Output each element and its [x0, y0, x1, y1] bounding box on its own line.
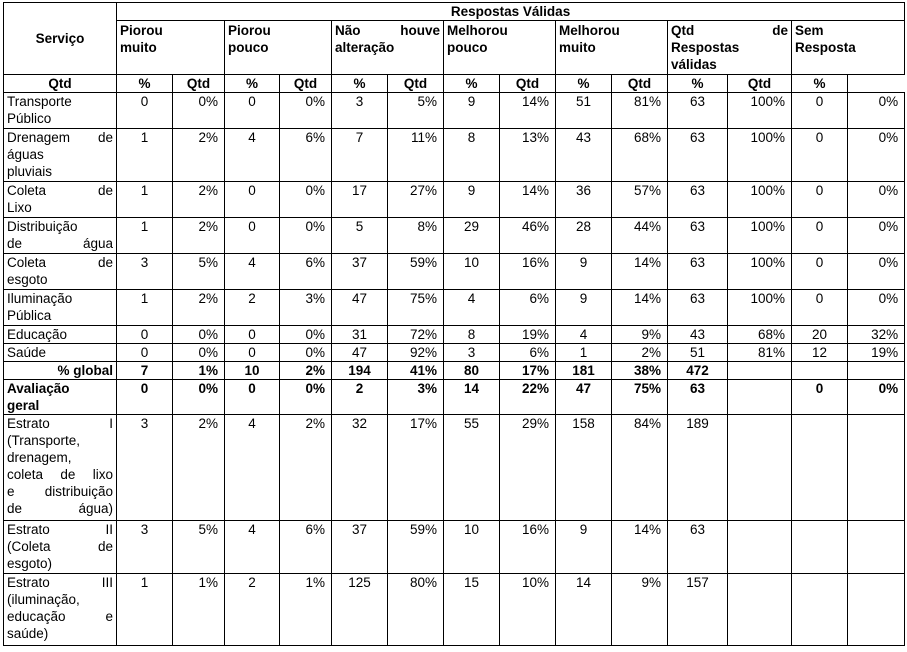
table-cell: 100%	[728, 93, 792, 129]
service-name	[4, 218, 117, 254]
table-cell: 17%	[500, 362, 556, 380]
service-header: Serviço	[4, 3, 117, 75]
table-cell: 38%	[612, 362, 668, 380]
service-name	[4, 182, 117, 218]
table-cell: 2%	[173, 290, 225, 326]
cell-line: Iluminação	[7, 291, 73, 306]
table-cell: 0%	[848, 254, 905, 290]
cell-line: drenagem,	[7, 450, 72, 465]
table-cell: 1	[117, 182, 173, 218]
overall-row	[4, 380, 905, 415]
cell-line: Piorou	[228, 23, 271, 38]
table-cell: 8	[444, 129, 500, 182]
table-cell: 2%	[173, 218, 225, 254]
table-cell: 0%	[280, 182, 332, 218]
table-cell: 10%	[500, 574, 556, 646]
cell-line: esgoto)	[7, 556, 53, 571]
table-cell: 75%	[388, 290, 444, 326]
table-row	[4, 182, 905, 218]
qtd-header: Qtd	[388, 75, 444, 93]
pct-header: %	[225, 75, 280, 93]
qtd-header: Qtd	[728, 75, 792, 93]
cell-line: pluviais	[7, 164, 53, 179]
table-cell: 32	[332, 415, 388, 521]
table-cell: 0	[792, 218, 848, 254]
service-name	[4, 93, 117, 129]
category-header	[225, 21, 332, 75]
table-cell: 4	[225, 129, 280, 182]
table-cell: 0	[225, 93, 280, 129]
cell-line: (Coleta de	[7, 539, 113, 554]
table-cell	[728, 380, 792, 415]
table-cell: 6%	[280, 521, 332, 574]
table-cell: 0	[117, 326, 173, 344]
table-cell: 5%	[173, 521, 225, 574]
table-cell: 6%	[280, 129, 332, 182]
cell-line: Sem	[795, 23, 824, 38]
pct-header: %	[444, 75, 500, 93]
table-cell: 0	[792, 93, 848, 129]
service-name	[4, 254, 117, 290]
table-row	[4, 326, 905, 344]
survey-results-table	[3, 2, 905, 646]
table-cell: 0	[792, 380, 848, 415]
table-cell: 0%	[173, 344, 225, 362]
table-cell	[728, 574, 792, 646]
table-cell: 51	[556, 93, 612, 129]
cell-line: geral	[7, 398, 40, 413]
table-cell: 6%	[500, 290, 556, 326]
stratum-row	[4, 521, 905, 574]
cell-line: de água)	[7, 501, 113, 516]
table-cell: 1	[117, 290, 173, 326]
stratum-label	[4, 415, 117, 521]
table-cell: 3	[332, 93, 388, 129]
table-cell: 0	[117, 380, 173, 415]
table-cell: 5%	[173, 254, 225, 290]
cell-line: Qtd de	[671, 23, 788, 38]
table-cell: 19%	[848, 344, 905, 362]
table-cell: 2	[225, 290, 280, 326]
table-cell: 181	[556, 362, 612, 380]
table-cell: 2	[225, 574, 280, 646]
table-row	[4, 218, 905, 254]
qtd-header: Qtd	[612, 75, 668, 93]
table-cell: 14	[444, 380, 500, 415]
table-cell: 0%	[848, 380, 905, 415]
table-cell	[728, 362, 792, 380]
table-cell: 27%	[388, 182, 444, 218]
pct-header: %	[668, 75, 728, 93]
table-cell: 0%	[848, 218, 905, 254]
table-cell: 16%	[500, 254, 556, 290]
table-cell: 84%	[612, 415, 668, 521]
table-cell: 41%	[388, 362, 444, 380]
table-cell: 14%	[612, 521, 668, 574]
table-cell: 14%	[500, 182, 556, 218]
table-cell: 0	[225, 326, 280, 344]
cell-line: Pública	[7, 308, 52, 323]
table-cell: 12	[792, 344, 848, 362]
table-cell: 100%	[728, 182, 792, 218]
table-cell: 7	[332, 129, 388, 182]
category-header	[556, 21, 668, 75]
table-cell: 8%	[388, 218, 444, 254]
table-cell	[848, 521, 905, 574]
table-cell: 14%	[612, 290, 668, 326]
table-cell: 0%	[280, 218, 332, 254]
cell-line: pouco	[228, 40, 269, 55]
table-cell: 0%	[173, 93, 225, 129]
global-row	[4, 362, 905, 380]
valid-responses-header: Respostas Válidas	[117, 3, 905, 21]
service-name	[4, 290, 117, 326]
table-cell: 75%	[612, 380, 668, 415]
table-cell: 32%	[848, 326, 905, 344]
table-cell: 1%	[173, 574, 225, 646]
category-header	[792, 21, 905, 75]
cell-line: Estrato II	[7, 522, 113, 537]
service-name	[4, 344, 117, 362]
table-cell: 37	[332, 254, 388, 290]
cell-line: Melhorou	[559, 23, 620, 38]
category-header	[668, 21, 792, 75]
table-cell: 3	[444, 344, 500, 362]
table-cell: 81%	[612, 93, 668, 129]
cell-line: Piorou	[120, 23, 163, 38]
table-cell: 2%	[173, 182, 225, 218]
table-cell: 2%	[280, 415, 332, 521]
table-cell: 4	[556, 326, 612, 344]
table-cell: 0	[792, 182, 848, 218]
table-cell: 0%	[848, 182, 905, 218]
table-cell	[848, 574, 905, 646]
cell-line: Avaliação	[7, 381, 70, 396]
table-cell	[792, 415, 848, 521]
cell-line: Coleta de	[7, 255, 113, 270]
table-cell: 63	[668, 380, 728, 415]
table-cell: 0	[225, 182, 280, 218]
table-row	[4, 344, 905, 362]
table-cell: 0%	[848, 129, 905, 182]
table-cell	[792, 574, 848, 646]
pct-header: %	[332, 75, 388, 93]
table-cell: 100%	[728, 218, 792, 254]
table-cell: 43	[556, 129, 612, 182]
table-cell: 6%	[280, 254, 332, 290]
table-cell: 68%	[728, 326, 792, 344]
table-cell: 17%	[388, 415, 444, 521]
cell-line: válidas	[671, 57, 717, 72]
table-row	[4, 129, 905, 182]
table-cell: 10	[225, 362, 280, 380]
table-cell	[728, 415, 792, 521]
table-cell: 2	[332, 380, 388, 415]
table-cell: 68%	[612, 129, 668, 182]
category-header	[444, 21, 556, 75]
table-cell: 7	[117, 362, 173, 380]
table-cell: 14%	[500, 93, 556, 129]
table-cell: 44%	[612, 218, 668, 254]
table-cell: 92%	[388, 344, 444, 362]
table-cell: 0	[225, 218, 280, 254]
table-cell: 63	[668, 521, 728, 574]
table-cell: 10	[444, 254, 500, 290]
table-cell: 4	[444, 290, 500, 326]
table-row	[4, 290, 905, 326]
table-cell: 0%	[173, 380, 225, 415]
table-cell	[792, 521, 848, 574]
cell-line: Drenagem de	[7, 130, 113, 145]
table-cell: 55	[444, 415, 500, 521]
table-cell: 3%	[280, 290, 332, 326]
table-cell: 158	[556, 415, 612, 521]
cell-line: Transporte	[7, 94, 72, 109]
table-cell: 9	[556, 254, 612, 290]
stratum-row	[4, 574, 905, 646]
table-cell: 11%	[388, 129, 444, 182]
table-cell: 2%	[173, 129, 225, 182]
table-cell: 63	[668, 218, 728, 254]
table-cell: 9	[556, 521, 612, 574]
stratum-row	[4, 415, 905, 521]
stratum-label	[4, 521, 117, 574]
table-cell: 63	[668, 290, 728, 326]
qtd-header: Qtd	[500, 75, 556, 93]
qtd-header: Qtd	[173, 75, 225, 93]
cell-line: Educação	[7, 327, 68, 342]
table-cell: 0%	[848, 290, 905, 326]
table-cell: 80	[444, 362, 500, 380]
qtd-header: Qtd	[280, 75, 332, 93]
cell-line: Melhorou	[447, 23, 508, 38]
category-header	[117, 21, 225, 75]
table-cell: 100%	[728, 129, 792, 182]
cell-line: coleta de lixo	[7, 467, 113, 482]
table-cell: 1%	[280, 574, 332, 646]
table-cell: 47	[556, 380, 612, 415]
table-cell: 81%	[728, 344, 792, 362]
table-cell: 194	[332, 362, 388, 380]
table-cell: 3%	[388, 380, 444, 415]
table-cell: 157	[668, 574, 728, 646]
cell-line: educação e	[7, 609, 113, 624]
table-cell: 100%	[728, 290, 792, 326]
category-header	[332, 21, 444, 75]
cell-line: Coleta de	[7, 183, 113, 198]
cell-line: Estrato III	[7, 575, 113, 590]
cell-line: esgoto	[7, 272, 48, 287]
table-cell: 57%	[612, 182, 668, 218]
cell-line: pouco	[447, 40, 488, 55]
table-cell: 189	[668, 415, 728, 521]
cell-line: Não houve	[335, 23, 440, 38]
table-cell: 0%	[280, 344, 332, 362]
stratum-label	[4, 574, 117, 646]
table-cell: 47	[332, 344, 388, 362]
table-cell: 9	[444, 182, 500, 218]
pct-header: %	[556, 75, 612, 93]
table-cell: 2%	[280, 362, 332, 380]
cell-line: e distribuição	[7, 484, 113, 499]
table-cell: 15	[444, 574, 500, 646]
qtd-header: Qtd	[4, 75, 117, 93]
table-cell: 51	[668, 344, 728, 362]
table-cell: 125	[332, 574, 388, 646]
table-cell: 0	[117, 344, 173, 362]
table-cell: 63	[668, 93, 728, 129]
pct-header: %	[117, 75, 173, 93]
table-cell: 16%	[500, 521, 556, 574]
table-cell: 4	[225, 415, 280, 521]
cell-line: (iluminação,	[7, 592, 80, 607]
table-cell: 37	[332, 521, 388, 574]
table-cell: 1	[117, 574, 173, 646]
table-cell: 46%	[500, 218, 556, 254]
cell-line: Público	[7, 111, 52, 126]
table-cell: 47	[332, 290, 388, 326]
table-cell: 0	[792, 290, 848, 326]
table-cell: 4	[225, 521, 280, 574]
table-cell: 9%	[612, 574, 668, 646]
table-cell: 0	[117, 93, 173, 129]
table-row	[4, 254, 905, 290]
table-cell: 5%	[388, 93, 444, 129]
table-cell: 3	[117, 415, 173, 521]
table-cell: 36	[556, 182, 612, 218]
table-cell: 22%	[500, 380, 556, 415]
table-cell: 100%	[728, 254, 792, 290]
table-cell	[728, 521, 792, 574]
table-cell: 63	[668, 129, 728, 182]
cell-line: águas	[7, 147, 44, 162]
table-cell: 0%	[173, 326, 225, 344]
cell-line: saúde)	[7, 626, 49, 641]
table-cell: 31	[332, 326, 388, 344]
cell-line: Distribuição	[7, 219, 78, 234]
table-cell: 10	[444, 521, 500, 574]
overall-label	[4, 380, 117, 415]
table-cell: 0	[792, 254, 848, 290]
table-cell: 0%	[280, 326, 332, 344]
cell-line: (Transporte,	[7, 433, 81, 448]
table-cell: 9	[556, 290, 612, 326]
table-cell: 17	[332, 182, 388, 218]
table-cell: 59%	[388, 254, 444, 290]
table-cell: 29	[444, 218, 500, 254]
cell-line: Resposta	[795, 40, 856, 55]
table-cell: 14	[556, 574, 612, 646]
table-cell: 28	[556, 218, 612, 254]
table-cell: 59%	[388, 521, 444, 574]
table-cell: 0	[225, 344, 280, 362]
table-cell	[848, 362, 905, 380]
cell-line: Saúde	[7, 345, 47, 360]
table-cell: 43	[668, 326, 728, 344]
service-name	[4, 129, 117, 182]
table-cell: 1%	[173, 362, 225, 380]
table-cell: 2%	[612, 344, 668, 362]
table-cell: 9	[444, 93, 500, 129]
cell-line: de água	[7, 236, 113, 251]
global-label: % global	[4, 362, 117, 380]
table-cell: 19%	[500, 326, 556, 344]
table-cell: 4	[225, 254, 280, 290]
table-cell: 63	[668, 254, 728, 290]
table-cell: 0%	[280, 380, 332, 415]
cell-line: muito	[120, 40, 157, 55]
cell-line: alteração	[335, 40, 395, 55]
table-cell: 8	[444, 326, 500, 344]
table-cell: 5	[332, 218, 388, 254]
cell-line: Respostas	[671, 40, 740, 55]
table-cell: 72%	[388, 326, 444, 344]
cell-line: Lixo	[7, 200, 32, 215]
table-cell: 1	[117, 218, 173, 254]
table-cell: 472	[668, 362, 728, 380]
service-name	[4, 326, 117, 344]
table-cell: 3	[117, 254, 173, 290]
cell-line: muito	[559, 40, 596, 55]
cell-line: Estrato I	[7, 416, 113, 431]
table-cell: 20	[792, 326, 848, 344]
table-cell: 3	[117, 521, 173, 574]
table-cell: 1	[117, 129, 173, 182]
table-cell: 2%	[173, 415, 225, 521]
table-cell	[848, 415, 905, 521]
table-cell: 0%	[280, 93, 332, 129]
table-row	[4, 93, 905, 129]
table-cell: 0	[225, 380, 280, 415]
table-cell: 63	[668, 182, 728, 218]
table-cell: 6%	[500, 344, 556, 362]
table-cell: 14%	[612, 254, 668, 290]
table-cell: 0	[792, 129, 848, 182]
table-cell: 13%	[500, 129, 556, 182]
table-cell: 1	[556, 344, 612, 362]
pct-header: %	[792, 75, 848, 93]
table-cell	[792, 362, 848, 380]
table-cell: 29%	[500, 415, 556, 521]
table-cell: 0%	[848, 93, 905, 129]
table-cell: 80%	[388, 574, 444, 646]
table-cell: 9%	[612, 326, 668, 344]
